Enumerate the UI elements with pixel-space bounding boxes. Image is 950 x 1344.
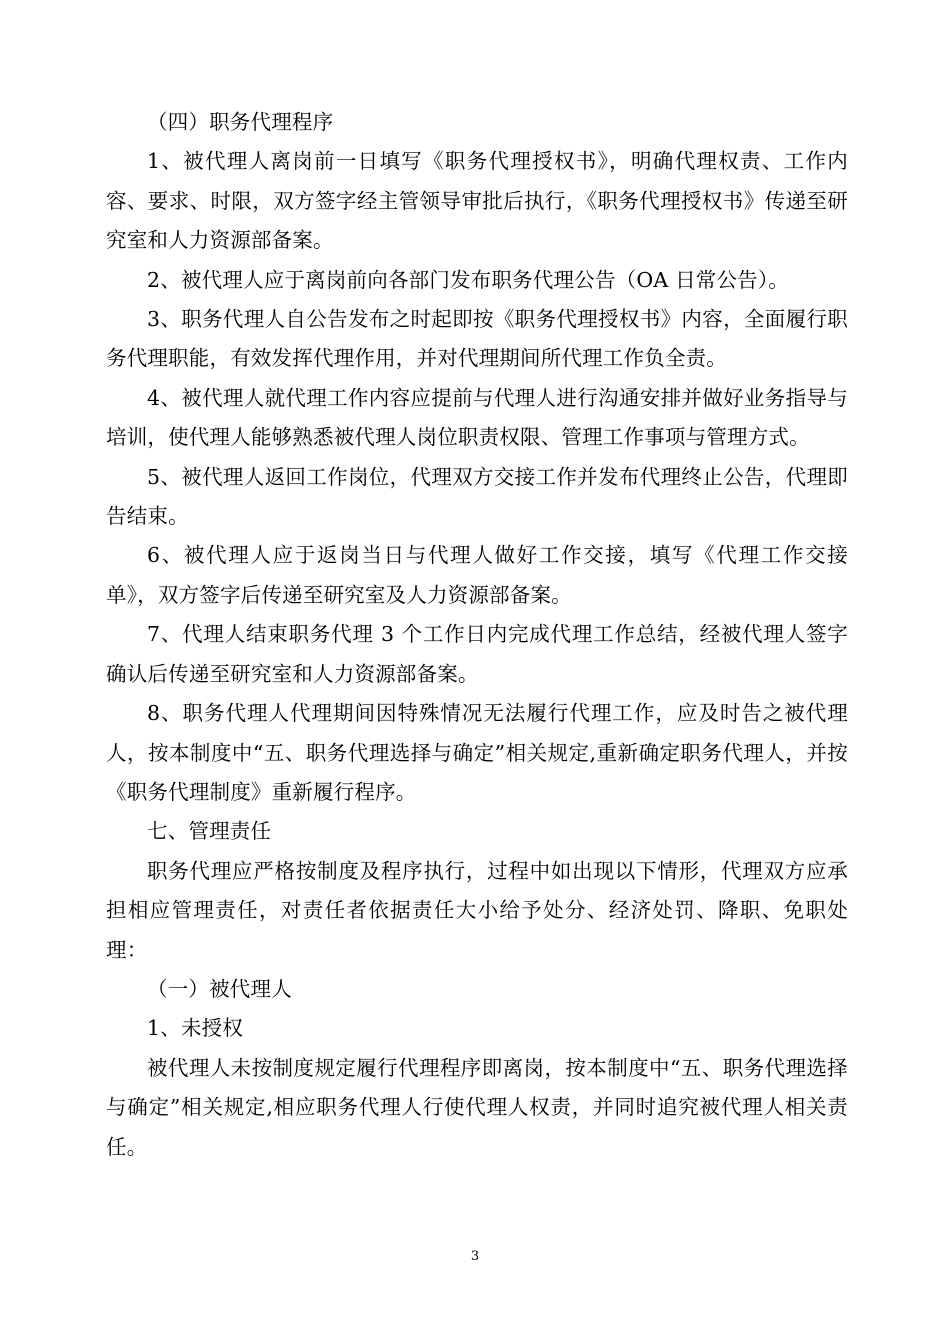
procedure-item-1: 1、被代理人离岗前一日填写《职务代理授权书》，明确代理权责、工作内容、要求、时限，双方签字经主管领导审批后执行，《职务代理授权书》传递至研究室和人力资源部备案。 [106,149,848,253]
procedure-item-3: 3、职务代理人自公告发布之时起即按《职务代理授权书》内容，全面履行职务代理职能，有效发挥代理作用，并对代理期间所代理工作负全责。 [106,307,848,371]
section-heading-responsibility: 七、管理责任 [147,819,272,844]
subsection-item-unauthorized: 1、未授权 [147,1016,244,1041]
procedure-item-8: 8、职务代理人代理期间因特殊情况无法履行代理工作，应及时告之被代理人，按本制度中“五、职务代理选择与确定”相关规定,重新确定职务代理人，并按《职务代理制度》重新履行程序。 [106,701,848,804]
section-heading-procedure: （四）职务代理程序 [147,110,334,134]
procedure-item-5: 5、被代理人返回工作岗位，代理双方交接工作并发布代理终止公告，代理即告结束。 [106,464,848,529]
procedure-item-7: 7、代理人结束职务代理 3 个工作日内完成代理工作总结，经被代理人签字确认后传递至研究室和人力资源部备案。 [106,622,848,686]
subsection-heading-principal: （一）被代理人 [147,976,292,1001]
document-body [106,103,848,1167]
page-number: 3 [470,1249,480,1264]
procedure-item-6: 6、被代理人应于返岗当日与代理人做好工作交接，填写《代理工作交接单》，双方签字后传递至研究室及人力资源部备案。 [106,543,848,607]
procedure-item-2: 2、被代理人应于离岗前向各部门发布职务代理公告（OA 日常公告）。 [147,267,790,292]
procedure-item-4: 4、被代理人就代理工作内容应提前与代理人进行沟通安排并做好业务指导与培训，使代理人能够熟悉被代理人岗位职责权限、管理工作事项与管理方式。 [106,385,848,450]
responsibility-intro: 职务代理应严格按制度及程序执行，过程中如出现以下情形，代理双方应承担相应管理责任，对责任者依据责任大小给予处分、经济处罚、降职、免职处理： [106,858,848,962]
unauthorized-description: 被代理人未按制度规定履行代理程序即离岗，按本制度中“五、职务代理选择与确定”相关规定,相应职务代理人行使代理人权责，并同时追究被代理人相关责任。 [106,1055,848,1159]
